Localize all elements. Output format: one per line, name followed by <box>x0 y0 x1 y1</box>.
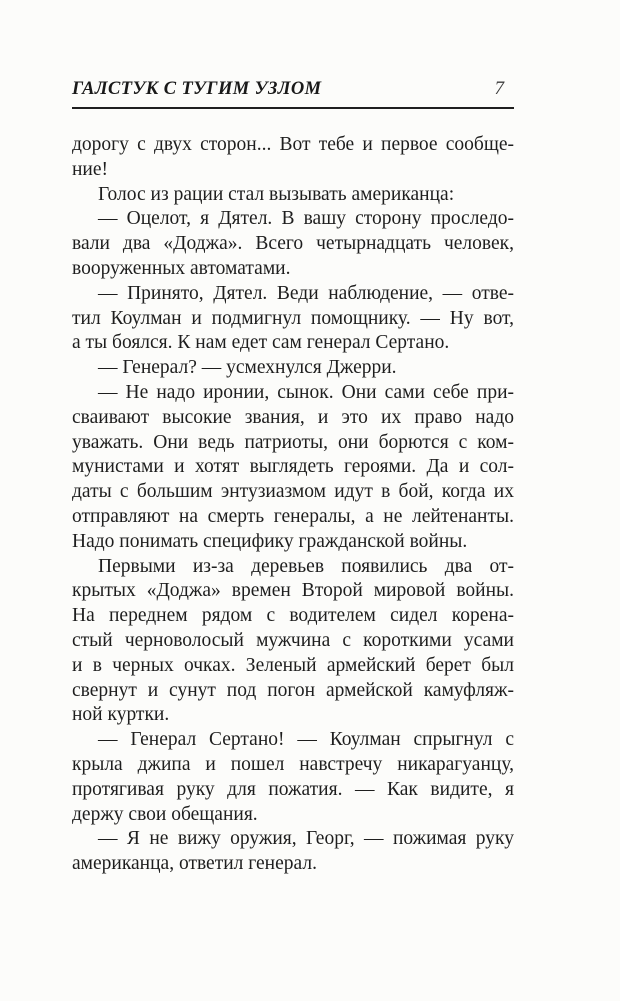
text-line: крыла джипа и пошел навстречу никарагуанцу, <box>72 753 514 775</box>
text-line: вооруженных автоматами. <box>72 257 291 279</box>
text-line: свернут и сунут под погон армейской камуфляж- <box>72 679 514 701</box>
text-line: Голос из рации стал вызывать американца: <box>98 183 455 205</box>
page-header <box>72 78 514 109</box>
text-line: Надо понимать специфику гражданской войны. <box>72 530 468 552</box>
text-line: крытых «Доджа» времен Второй мировой войны. <box>72 580 514 602</box>
text-line: ной куртки. <box>72 704 170 726</box>
page-content <box>72 78 514 877</box>
text-line: — Оцелот, я Дятел. В вашу сторону проследо- <box>98 208 514 230</box>
text-line: — Генерал? — усмехнулся Джерри. <box>98 357 397 379</box>
paragraph <box>72 827 514 877</box>
text-line: вали два «Доджа». Всего четырнадцать человек, <box>72 233 514 255</box>
text-line: стый черноволосый мужчина с короткими усами <box>72 629 514 651</box>
paragraph <box>72 728 514 827</box>
paragraph <box>72 133 514 183</box>
running-title: ГАЛСТУК С ТУГИМ УЗЛОМ <box>72 79 322 99</box>
text-line: Первыми из-за деревьев появились два от- <box>98 555 514 577</box>
text-line: тил Коулман и подмигнул помощнику. — Ну вот, <box>72 307 514 329</box>
paragraph <box>72 207 514 281</box>
text-line: и в черных очках. Зеленый армейский берет был <box>72 654 514 676</box>
page-number: 7 <box>494 78 504 99</box>
text-line: американца, ответил генерал. <box>72 853 317 875</box>
text-line: уважать. Они ведь патриоты, они борются с ком- <box>72 431 514 453</box>
text-line: дорогу с двух сторон... Вот тебе и первое сообще- <box>72 134 514 155</box>
text-line: — Я не вижу оружия, Георг, — пожимая руку <box>98 828 514 850</box>
text-line: а ты боялся. К нам едет сам генерал Сертано. <box>72 332 450 354</box>
text-line: отправляют на смерть генералы, а не лейтенанты. <box>72 505 514 527</box>
text-line: протягивая руку для пожатия. — Как видите, я <box>72 778 514 800</box>
text-line: мунистами и хотят выглядеть героями. Да и сол- <box>72 456 514 478</box>
paragraph <box>72 282 514 356</box>
text-line: ние! <box>72 158 109 180</box>
text-line: — Принято, Дятел. Веди наблюдение, — отве- <box>98 282 514 304</box>
text-line: даты с большим энтузиазмом идут в бой, когда их <box>72 481 514 503</box>
text-line: держу свои обещания. <box>72 803 258 825</box>
page-body <box>72 133 514 877</box>
paragraph <box>72 555 514 729</box>
text-line: сваивают высокие звания, и это их право надо <box>72 406 514 428</box>
paragraph <box>72 356 514 381</box>
text-line: — Не надо иронии, сынок. Они сами себе при- <box>98 381 514 403</box>
paragraph <box>72 381 514 555</box>
paragraph <box>72 183 514 208</box>
text-line: На переднем рядом с водителем сидел корена- <box>72 605 514 627</box>
text-line: — Генерал Сертано! — Коулман спрыгнул с <box>98 729 514 751</box>
